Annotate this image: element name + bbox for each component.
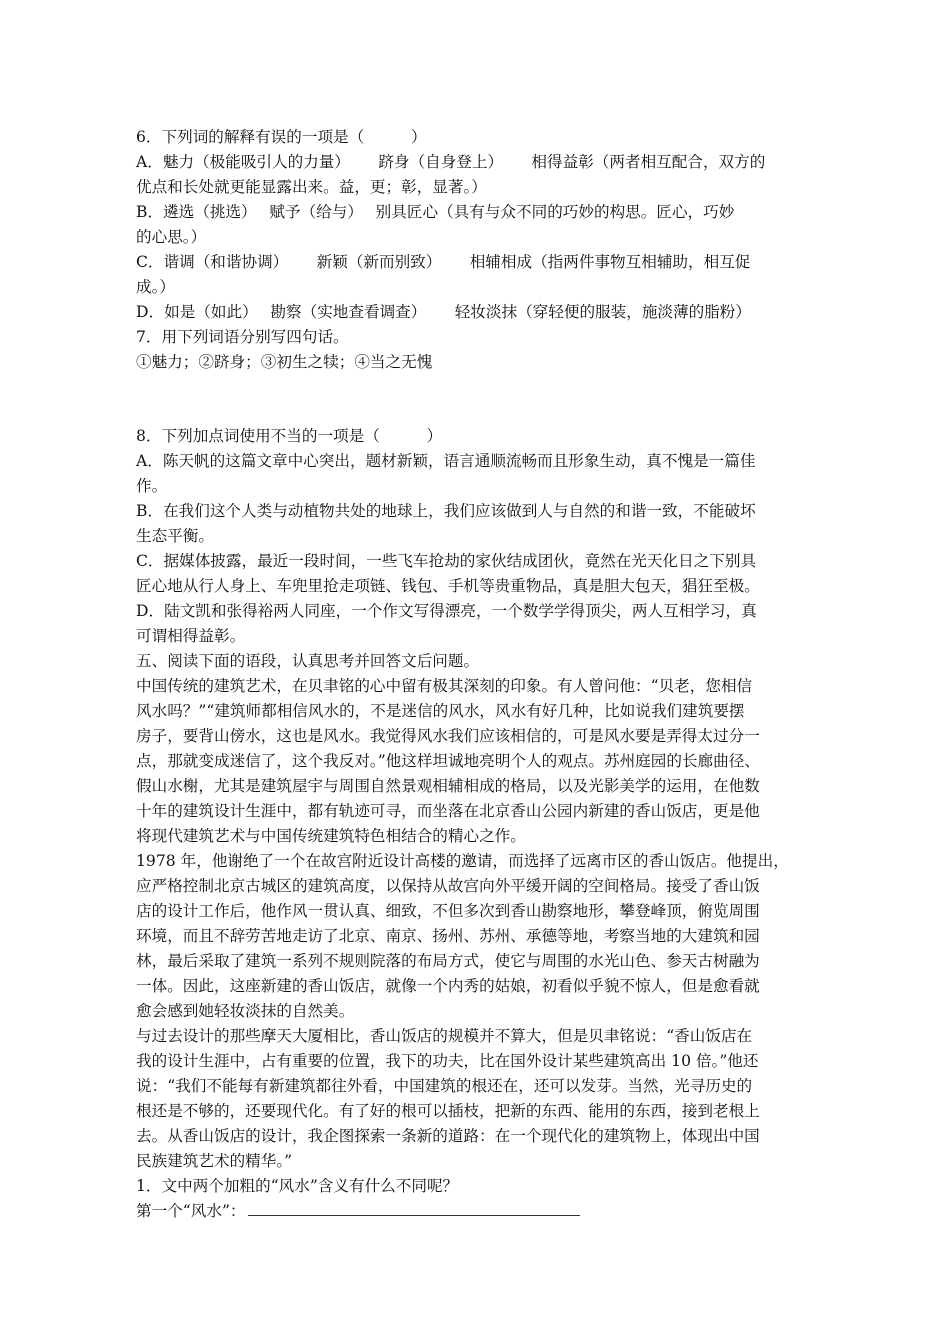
answer-blank[interactable] — [248, 1201, 580, 1216]
question-6-option-c: C．谐调（和谐协调） 新颖（新而别致） 相辅相成（指两件事物互相辅助，相互促 — [136, 253, 751, 271]
question-8-option-c-cont: 匠心地从行人身上、车兜里抢走项链、钱包、手机等贵重物品，真是胆大包天，猖狂至极。 — [136, 577, 760, 595]
passage-paragraph-2-line: 林，最后采取了建筑一系列不规则院落的布局方式，使它与周围的水光山色、参天古树融为 — [136, 952, 760, 970]
question-7-stem: 7．用下列词语分别写四句话。 — [136, 328, 349, 346]
question-6-stem: 6．下列词的解释有误的一项是（ ） — [136, 128, 427, 146]
passage-paragraph-2-line: 环境，而且不辞劳苦地走访了北京、南京、扬州、苏州、承德等地，考察当地的大建筑和园 — [136, 927, 760, 945]
question-6-option-c-cont: 成。） — [136, 278, 175, 296]
question-8-option-c: C．据媒体披露，最近一段时间，一些飞车抢劫的家伙结成团伙，竟然在光天化日之下别具 — [136, 552, 757, 570]
question-7-items: ①魅力；②跻身；③初生之犊；④当之无愧 — [136, 353, 433, 371]
passage-paragraph-3-line: 根还是不够的，还要现代化。有了好的根可以插枝，把新的东西、能用的东西，接到老根上 — [136, 1102, 760, 1120]
question-6-option-a: A．魅力（极能吸引人的力量） 跻身（自身登上） 相得益彰（两者相互配合，双方的 — [136, 153, 766, 171]
question-8-option-d-cont: 可谓相得益彰。 — [136, 627, 246, 645]
passage-paragraph-3-line: 去。从香山饭店的设计，我企图探索一条新的道路：在一个现代化的建筑物上，体现出中国 — [136, 1127, 760, 1145]
passage-paragraph-1-line: 十年的建筑设计生涯中，都有轨迹可寻，而坐落在北京香山公园内新建的香山饭店，更是他 — [136, 802, 760, 820]
answer-label: 第一个“风水”： — [136, 1202, 246, 1220]
question-6-option-a-cont: 优点和长处就更能显露出来。益，更；彰，显著。） — [136, 178, 487, 196]
question-6-option-d: D．如是（如此） 勘察（实地查看调查） 轻妆淡抹（穿轻便的服装，施淡薄的脂粉） — [136, 303, 751, 321]
passage-paragraph-2-line: 店的设计工作后，他作风一贯认真、细致，不但多次到香山勘察地形，攀登峰顶，俯览周围 — [136, 902, 760, 920]
section-5-heading: 五、阅读下面的语段，认真思考并回答文后问题。 — [136, 652, 480, 670]
answer-line-first-fengshui — [136, 1201, 580, 1221]
passage-paragraph-3-line: 民族建筑艺术的精华。” — [136, 1152, 293, 1170]
sub-question-1: 1．文中两个加粗的“风水”含义有什么不同呢？ — [136, 1177, 459, 1195]
passage-paragraph-3-line: 与过去设计的那些摩天大厦相比，香山饭店的规模并不算大，但是贝聿铭说：“香山饭店在 — [136, 1027, 753, 1045]
passage-paragraph-1-line: 点，那就变成迷信了，这个我反对。”他这样坦诚地亮明个人的观点。苏州庭园的长廊曲径、 — [136, 752, 760, 770]
question-8-stem: 8．下列加点词使用不当的一项是（ ） — [136, 427, 443, 445]
passage-paragraph-2-line: 应严格控制北京古城区的建筑高度，以保持从故宫向外平缓开阔的空间格局。接受了香山饭 — [136, 877, 760, 895]
passage-paragraph-1-line: 风水吗？”“建筑师都相信风水的，不是迷信的风水，风水有好几种，比如说我们建筑要摆 — [136, 702, 745, 720]
question-8-option-a: A．陈天帆的这篇文章中心突出，题材新颖，语言通顺流畅而且形象生动，真不愧是一篇佳 — [136, 452, 756, 470]
passage-paragraph-3-line: 我的设计生涯中，占有重要的位置，我下的功夫，比在国外设计某些建筑高出 10 倍。”他还 — [136, 1052, 759, 1070]
question-8-option-a-cont: 作。 — [136, 477, 168, 495]
question-6-option-b: B．遴选（挑选） 赋予（给与） 别具匠心（具有与众不同的巧妙的构思。匠心，巧妙 — [136, 203, 735, 221]
passage-paragraph-2-line: 1978 年，他谢绝了一个在故宫附近设计高楼的邀请，而选择了远离市区的香山饭店。他提出， — [136, 852, 789, 870]
passage-paragraph-1-line: 中国传统的建筑艺术，在贝聿铭的心中留有极其深刻的印象。有人曾问他：“贝老，您相信 — [136, 677, 753, 695]
question-8-option-d: D．陆文凯和张得裕两人同座，一个作文写得漂亮，一个数学学得顶尖，两人互相学习，真 — [136, 602, 757, 620]
passage-paragraph-3-line: 说：“我们不能每有新建筑都往外看，中国建筑的根还在，还可以发芽。当然，光寻历史的 — [136, 1077, 753, 1095]
question-6-option-b-cont: 的心思。） — [136, 228, 207, 246]
passage-paragraph-1-line: 房子，要背山傍水，这也是风水。我觉得风水我们应该相信的，可是风水要是弄得太过分一 — [136, 727, 760, 745]
passage-paragraph-1-line: 将现代建筑艺术与中国传统建筑特色相结合的精心之作。 — [136, 827, 526, 845]
passage-paragraph-2-line: 愈会感到她轻妆淡抹的自然美。 — [136, 1002, 355, 1020]
question-8-option-b-cont: 生态平衡。 — [136, 527, 214, 545]
passage-paragraph-2-line: 一体。因此，这座新建的香山饭店，就像一个内秀的姑娘，初看似乎貌不惊人，但是愈看就 — [136, 977, 760, 995]
passage-paragraph-1-line: 假山水榭，尤其是建筑屋宇与周围自然景观相辅相成的格局，以及光影美学的运用，在他数 — [136, 777, 760, 795]
question-8-option-b: B．在我们这个人类与动植物共处的地球上，我们应该做到人与自然的和谐一致，不能破坏 — [136, 502, 756, 520]
